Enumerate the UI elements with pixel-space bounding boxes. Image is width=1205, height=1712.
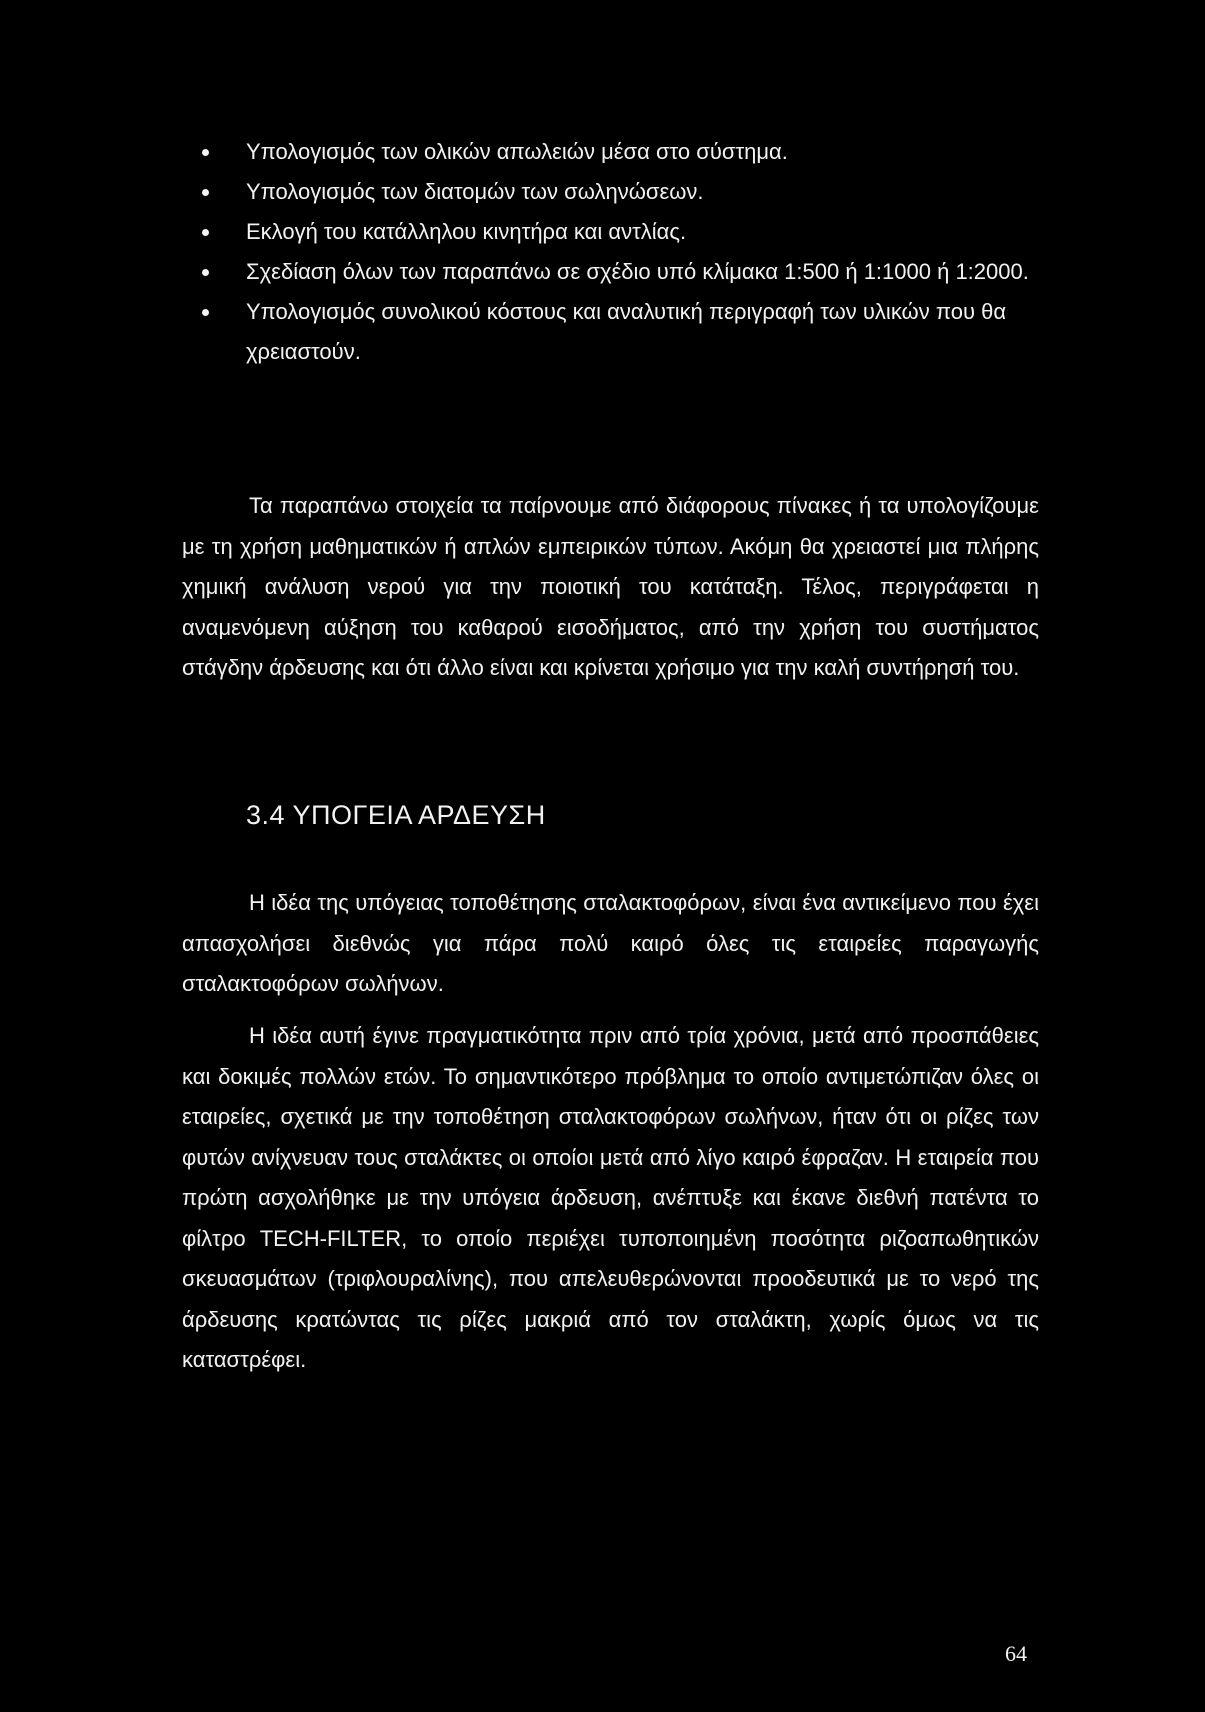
list-item <box>196 172 1046 212</box>
section-heading: 3.4 ΥΠΟΓΕΙΑ ΑΡΔΕΥΣΗ <box>246 800 546 830</box>
list-item-text: Σχεδίαση όλων των παραπάνω σε σχέδιο υπό κλίμακα 1:500 ή 1:1000 ή 1:2000. <box>246 259 1029 284</box>
body-paragraph-subsurface-idea: Η ιδέα της υπόγειας τοποθέτησης σταλακτοφόρων, είναι ένα αντικείμενο που έχει απασχολήσει διεθνώς για πάρα πολύ καιρό όλες τις εταιρείες παραγωγής σταλακτοφόρων σωλήνων. <box>182 890 1039 996</box>
bullet-icon <box>202 149 209 156</box>
page-number: 64 <box>1005 1641 1027 1666</box>
list-item-text: Υπολογισμός των ολικών απωλειών μέσα στο σύστημα. <box>246 139 788 164</box>
bullet-list <box>196 132 1046 372</box>
bullet-icon <box>202 309 209 316</box>
bullet-icon <box>202 189 209 196</box>
body-paragraph-data-sources: Τα παραπάνω στοιχεία τα παίρνουμε από διάφορους πίνακες ή τα υπολογίζουμε με τη χρήση μαθηματικών ή απλών εμπειρικών τύπων. Ακόμη θα χρειαστεί μια πλήρης χημική ανάλυση νερού για την ποιοτική του κατάταξη. Τέλος, περιγράφεται η αναμενόμενη αύξηση του καθαρού εισοδήματος, από την χρήση του συστήματος στάγδην άρδευσης και ότι άλλο είναι και κρίνεται χρήσιμο για την καλή συντήρησή του. <box>182 493 1039 680</box>
bullet-icon <box>202 269 209 276</box>
list-item-text: Εκλογή του κατάλληλου κινητήρα και αντλίας. <box>246 219 687 244</box>
list-item-text: Υπολογισμός των διατομών των σωληνώσεων. <box>246 179 704 204</box>
list-item <box>196 132 1046 172</box>
bullet-icon <box>202 229 209 236</box>
body-paragraph-tech-filter: Η ιδέα αυτή έγινε πραγματικότητα πριν από τρία χρόνια, μετά από προσπάθειες και δοκιμές πολλών ετών. Το σημαντικότερο πρόβλημα το οποίο αντιμετώπιζαν όλες οι εταιρείες, σχετικά με την τοποθέτηση σταλακτοφόρων σωλήνων, ήταν ότι οι ρίζες των φυτών ανίχνευαν τους σταλάκτες οι οποίοι μετά από λίγο καιρό έφραζαν. Η εταιρεία που πρώτη ασχολήθηκε με την υπόγεια άρδευση, ανέπτυξε και έκανε διεθνή πατέντα το φίλτρο TECH-FILTER, το οποίο περιέχει τυποποιημένη ποσότητα ριζοαπωθητικών σκευασμάτων (τριφλουραλίνης), που απελευθερώνονται προοδευτικά με το νερό της άρδευσης κρατώντας τις ρίζες μακριά από τον σταλάκτη, χωρίς όμως να τις καταστρέφει. <box>182 1023 1039 1372</box>
list-item <box>196 212 1046 252</box>
list-item <box>196 252 1046 292</box>
list-item <box>196 292 1046 372</box>
list-item-text: Υπολογισμός συνολικού κόστους και αναλυτική περιγραφή των υλικών που θα χρειαστούν. <box>246 299 1007 364</box>
